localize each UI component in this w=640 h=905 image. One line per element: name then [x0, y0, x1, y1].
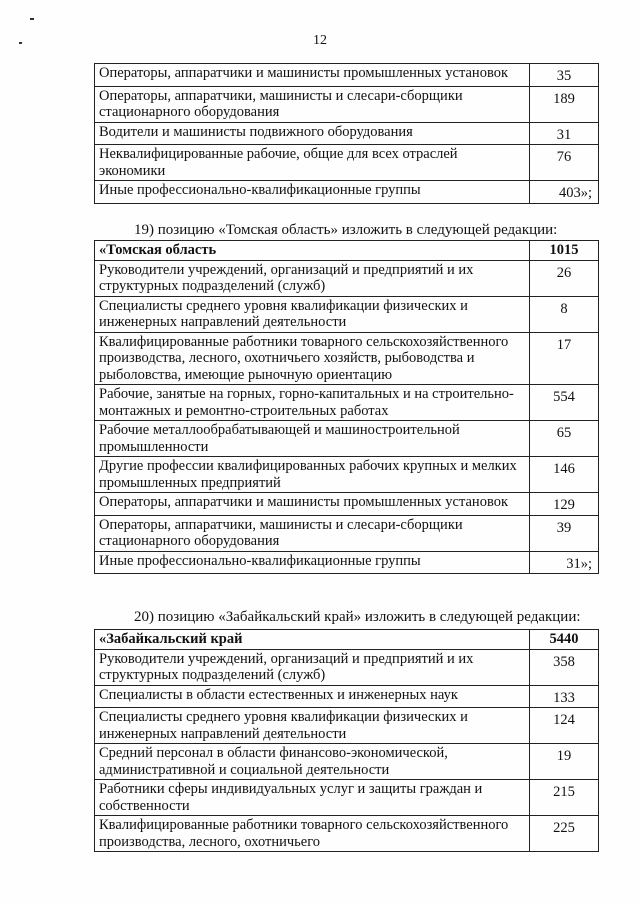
row-value: 403»; [530, 181, 599, 204]
paragraph-20: 20) позицию «Забайкальский край» изложить в следующей редакции: [134, 609, 581, 625]
table-tomsk [94, 240, 599, 574]
table-row [95, 515, 599, 551]
page-number: 12 [313, 33, 327, 48]
row-label: Операторы, аппаратчики и машинисты промышленных установок [95, 493, 530, 516]
table-row [95, 421, 599, 457]
region-name: «Забайкальский край [95, 630, 530, 650]
row-label: Водители и машинисты подвижного оборудования [95, 122, 530, 145]
table-row [95, 780, 599, 816]
table-row [95, 649, 599, 685]
row-label: Операторы, аппаратчики и машинисты промышленных установок [95, 64, 530, 87]
row-value: 129 [530, 493, 599, 516]
region-name: «Томская область [95, 241, 530, 261]
row-value: 39 [530, 515, 599, 551]
table-row [95, 64, 599, 87]
row-label: Специалисты среднего уровня квалификации физических и инженерных направлений деятельности [95, 708, 530, 744]
row-label: Специалисты среднего уровня квалификации физических и инженерных направлений деятельности [95, 296, 530, 332]
table-row [95, 145, 599, 181]
region-total: 5440 [530, 630, 599, 650]
row-value: 189 [530, 86, 599, 122]
table-continuation [94, 63, 599, 204]
row-value: 35 [530, 64, 599, 87]
row-value: 358 [530, 649, 599, 685]
table-row [95, 181, 599, 204]
row-label: Квалифицированные работники товарного сельскохозяйственного производства, лесного, охотничьего [95, 816, 530, 852]
table-row [95, 332, 599, 385]
row-value: 76 [530, 145, 599, 181]
table-zabaikalsky [94, 629, 599, 852]
scan-mark [30, 18, 34, 20]
row-label: Работники сферы индивидуальных услуг и защиты граждан и собственности [95, 780, 530, 816]
row-value: 215 [530, 780, 599, 816]
row-label: Неквалифицированные рабочие, общие для всех отраслей экономики [95, 145, 530, 181]
table-row [95, 122, 599, 145]
row-value: 225 [530, 816, 599, 852]
table-row [95, 551, 599, 574]
row-label: Операторы, аппаратчики, машинисты и слесари-сборщики стационарного оборудования [95, 515, 530, 551]
row-label: Операторы, аппаратчики, машинисты и слесари-сборщики стационарного оборудования [95, 86, 530, 122]
paragraph-19: 19) позицию «Томская область» изложить в следующей редакции: [134, 222, 558, 238]
table-row [95, 816, 599, 852]
row-value: 146 [530, 457, 599, 493]
table-row [95, 260, 599, 296]
table-head-row [95, 241, 599, 261]
row-value: 554 [530, 385, 599, 421]
table-row [95, 296, 599, 332]
table-head-row [95, 630, 599, 650]
row-value: 8 [530, 296, 599, 332]
row-value: 17 [530, 332, 599, 385]
table-row [95, 685, 599, 708]
row-value: 124 [530, 708, 599, 744]
row-label: Квалифицированные работники товарного сельскохозяйственного производства, лесного, охотничьего хозяйств, рыбоводства и рыболовства, имеющие рыночную ориентацию [95, 332, 530, 385]
table-row [95, 385, 599, 421]
row-value: 31»; [530, 551, 599, 574]
row-label: Специалисты в области естественных и инженерных наук [95, 685, 530, 708]
row-label: Иные профессионально-квалификационные группы [95, 551, 530, 574]
region-total: 1015 [530, 241, 599, 261]
row-label: Рабочие металлообрабатывающей и машиностроительной промышленности [95, 421, 530, 457]
row-value: 31 [530, 122, 599, 145]
table-row [95, 457, 599, 493]
row-value: 19 [530, 744, 599, 780]
row-value: 65 [530, 421, 599, 457]
table-row [95, 86, 599, 122]
row-value: 26 [530, 260, 599, 296]
row-label: Другие профессии квалифицированных рабочих крупных и мелких промышленных предприятий [95, 457, 530, 493]
table-row [95, 708, 599, 744]
row-label: Рабочие, занятые на горных, горно-капитальных и на строительно-монтажных и ремонтно-строительных работах [95, 385, 530, 421]
row-label: Средний персонал в области финансово-экономической, административной и социальной деятельности [95, 744, 530, 780]
row-label: Руководители учреждений, организаций и предприятий и их структурных подразделений (служб) [95, 260, 530, 296]
row-label: Руководители учреждений, организаций и предприятий и их структурных подразделений (служб) [95, 649, 530, 685]
table-row [95, 493, 599, 516]
row-value: 133 [530, 685, 599, 708]
table-row [95, 744, 599, 780]
row-label: Иные профессионально-квалификационные группы [95, 181, 530, 204]
